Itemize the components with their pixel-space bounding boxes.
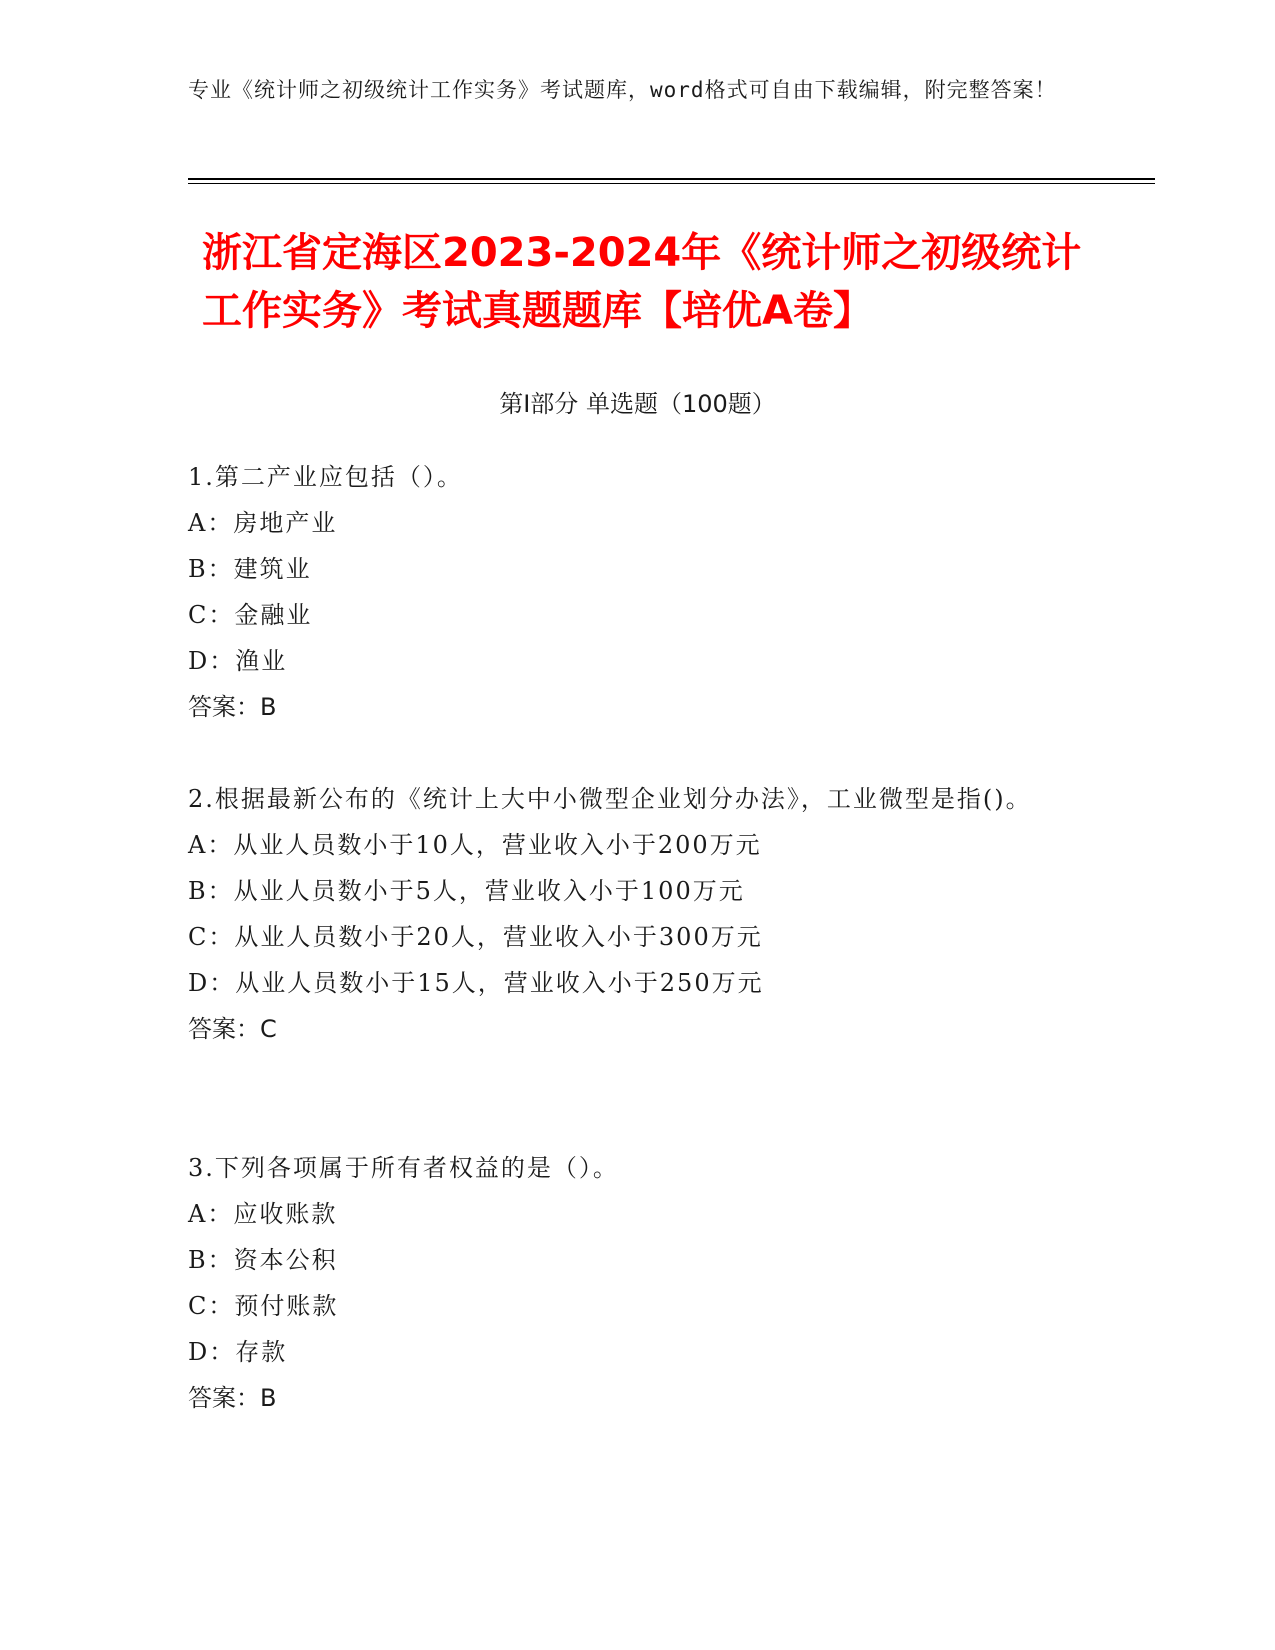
question-2 bbox=[188, 776, 1068, 1052]
document-title: 浙江省定海区2023-2024年《统计师之初级统计工作实务》考试真题题库【培优A卷】 bbox=[202, 230, 1082, 334]
option-d: D：从业人员数小于15人，营业收入小于250万元 bbox=[188, 969, 764, 997]
answer-line: 答案：B bbox=[188, 693, 277, 721]
option-a: A：从业人员数小于10人，营业收入小于200万元 bbox=[188, 831, 762, 859]
option-b: B：从业人员数小于5人，营业收入小于100万元 bbox=[188, 877, 745, 905]
option-c: C：从业人员数小于20人，营业收入小于300万元 bbox=[188, 923, 763, 951]
header-divider-thin bbox=[188, 183, 1155, 184]
question-1 bbox=[188, 454, 1068, 730]
option-c: C：预付账款 bbox=[188, 1292, 339, 1320]
option-b: B：建筑业 bbox=[188, 555, 312, 583]
question-stem: 2.根据最新公布的《统计上大中小微型企业划分办法》，工业微型是指()。 bbox=[188, 785, 1032, 813]
question-stem: 1.第二产业应包括（）。 bbox=[188, 463, 463, 491]
option-d: D：存款 bbox=[188, 1338, 288, 1366]
option-a: A：应收账款 bbox=[188, 1200, 338, 1228]
question-stem: 3.下列各项属于所有者权益的是（）。 bbox=[188, 1154, 619, 1182]
question-3 bbox=[188, 1145, 1068, 1421]
option-b: B：资本公积 bbox=[188, 1246, 338, 1274]
option-c: C：金融业 bbox=[188, 601, 313, 629]
option-d: D：渔业 bbox=[188, 647, 288, 675]
intro-text: 专业《统计师之初级统计工作实务》考试题库，word格式可自由下载编辑，附完整答案！ bbox=[188, 78, 1057, 102]
section-heading: 第I部分 单选题（100题） bbox=[499, 390, 776, 418]
header-divider-thick bbox=[188, 178, 1155, 180]
answer-line: 答案：C bbox=[188, 1015, 277, 1043]
option-a: A：房地产业 bbox=[188, 509, 338, 537]
answer-line: 答案：B bbox=[188, 1384, 277, 1412]
